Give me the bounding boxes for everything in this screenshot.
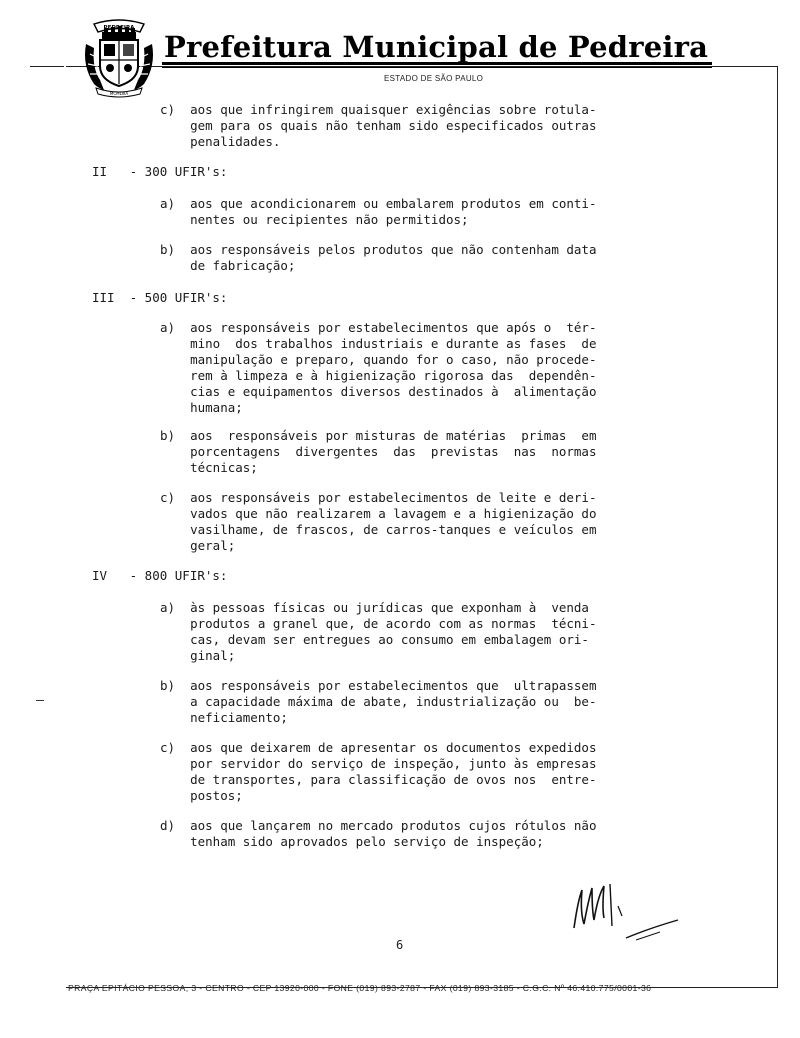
header-rule-thin	[162, 67, 712, 68]
text-line: tenham sido aprovados pelo serviço de inspeção;	[160, 834, 544, 849]
text-line: vados que não realizarem a lavagem e a higienização do	[160, 506, 597, 521]
text-line: por servidor do serviço de inspeção, junto às empresas	[160, 756, 597, 771]
text-line: b) aos responsáveis pelos produtos que não contenham data	[160, 242, 597, 257]
text-line: de fabricação;	[160, 258, 296, 273]
text-line: cas, devam ser entregues ao consumo em embalagem ori-	[160, 632, 589, 647]
text-line: técnicas;	[160, 460, 258, 475]
svg-text:MCMLIIIA: MCMLIIIA	[109, 91, 129, 96]
text-line: d) aos que lançarem no mercado produtos cujos rótulos não	[160, 818, 597, 833]
text-line: b) aos responsáveis por estabelecimentos que ultrapassem	[160, 678, 597, 693]
page-number: 6	[396, 938, 404, 952]
text-line: geral;	[160, 538, 236, 553]
text-line: postos;	[160, 788, 243, 803]
municipal-coat-of-arms-icon	[80, 14, 158, 100]
section-heading: II - 300 UFIR's:	[92, 164, 228, 179]
page-title: Prefeitura Municipal de Pedreira	[164, 30, 709, 64]
header-rule	[162, 62, 712, 65]
text-line: penalidades.	[160, 134, 281, 149]
footer-address: PRAÇA EPITÁCIO PESSOA, 3 - CENTRO - CEP 13920-000 - FONE (019) 893-2787 - FAX (019) 893-3185 - C.G.C. Nº 46.410.775/0001-36	[68, 983, 652, 993]
text-line: cias e equipamentos diversos destinados à alimentação	[160, 384, 597, 399]
text-line: neficiamento;	[160, 710, 288, 725]
section-heading: IV - 800 UFIR's:	[92, 568, 228, 583]
text-line: de transportes, para classificação de ovos nos entre-	[160, 772, 597, 787]
text-line: a capacidade máxima de abate, industrialização ou be-	[160, 694, 597, 709]
text-line: c) aos que infringirem quaisquer exigências sobre rotula-	[160, 102, 597, 117]
text-line: mino dos trabalhos industriais e durante as fases de	[160, 336, 597, 351]
text-line: gem para os quais não tenham sido especificados outras	[160, 118, 597, 133]
text-line: a) aos que acondicionarem ou embalarem produtos em conti-	[160, 196, 597, 211]
text-line: porcentagens divergentes das previstas nas normas	[160, 444, 597, 459]
text-line: manipulação e preparo, quando for o caso, não procede-	[160, 352, 597, 367]
text-line: a) às pessoas físicas ou jurídicas que exponham à venda	[160, 600, 589, 615]
text-line: humana;	[160, 400, 243, 415]
handwritten-signature-icon	[560, 876, 690, 966]
text-line: nentes ou recipientes não permitidos;	[160, 212, 469, 227]
text-line: produtos a granel que, de acordo com as normas técni-	[160, 616, 597, 631]
top-left-rule	[30, 66, 64, 67]
text-line: rem à limpeza e à higienização rigorosa das dependên-	[160, 368, 597, 383]
section-heading: III - 500 UFIR's:	[92, 290, 228, 305]
text-line: a) aos responsáveis por estabelecimentos que após o tér-	[160, 320, 597, 335]
text-line: b) aos responsáveis por misturas de matérias primas em	[160, 428, 597, 443]
state-label: ESTADO DE SÃO PAULO	[384, 74, 484, 83]
text-line: c) aos responsáveis por estabelecimentos de leite e deri-	[160, 490, 597, 505]
text-line: ginal;	[160, 648, 236, 663]
text-line: vasilhame, de frascos, de carros-tanques e veículos em	[160, 522, 597, 537]
margin-mark	[36, 700, 44, 701]
text-line: c) aos que deixarem de apresentar os documentos expedidos	[160, 740, 597, 755]
